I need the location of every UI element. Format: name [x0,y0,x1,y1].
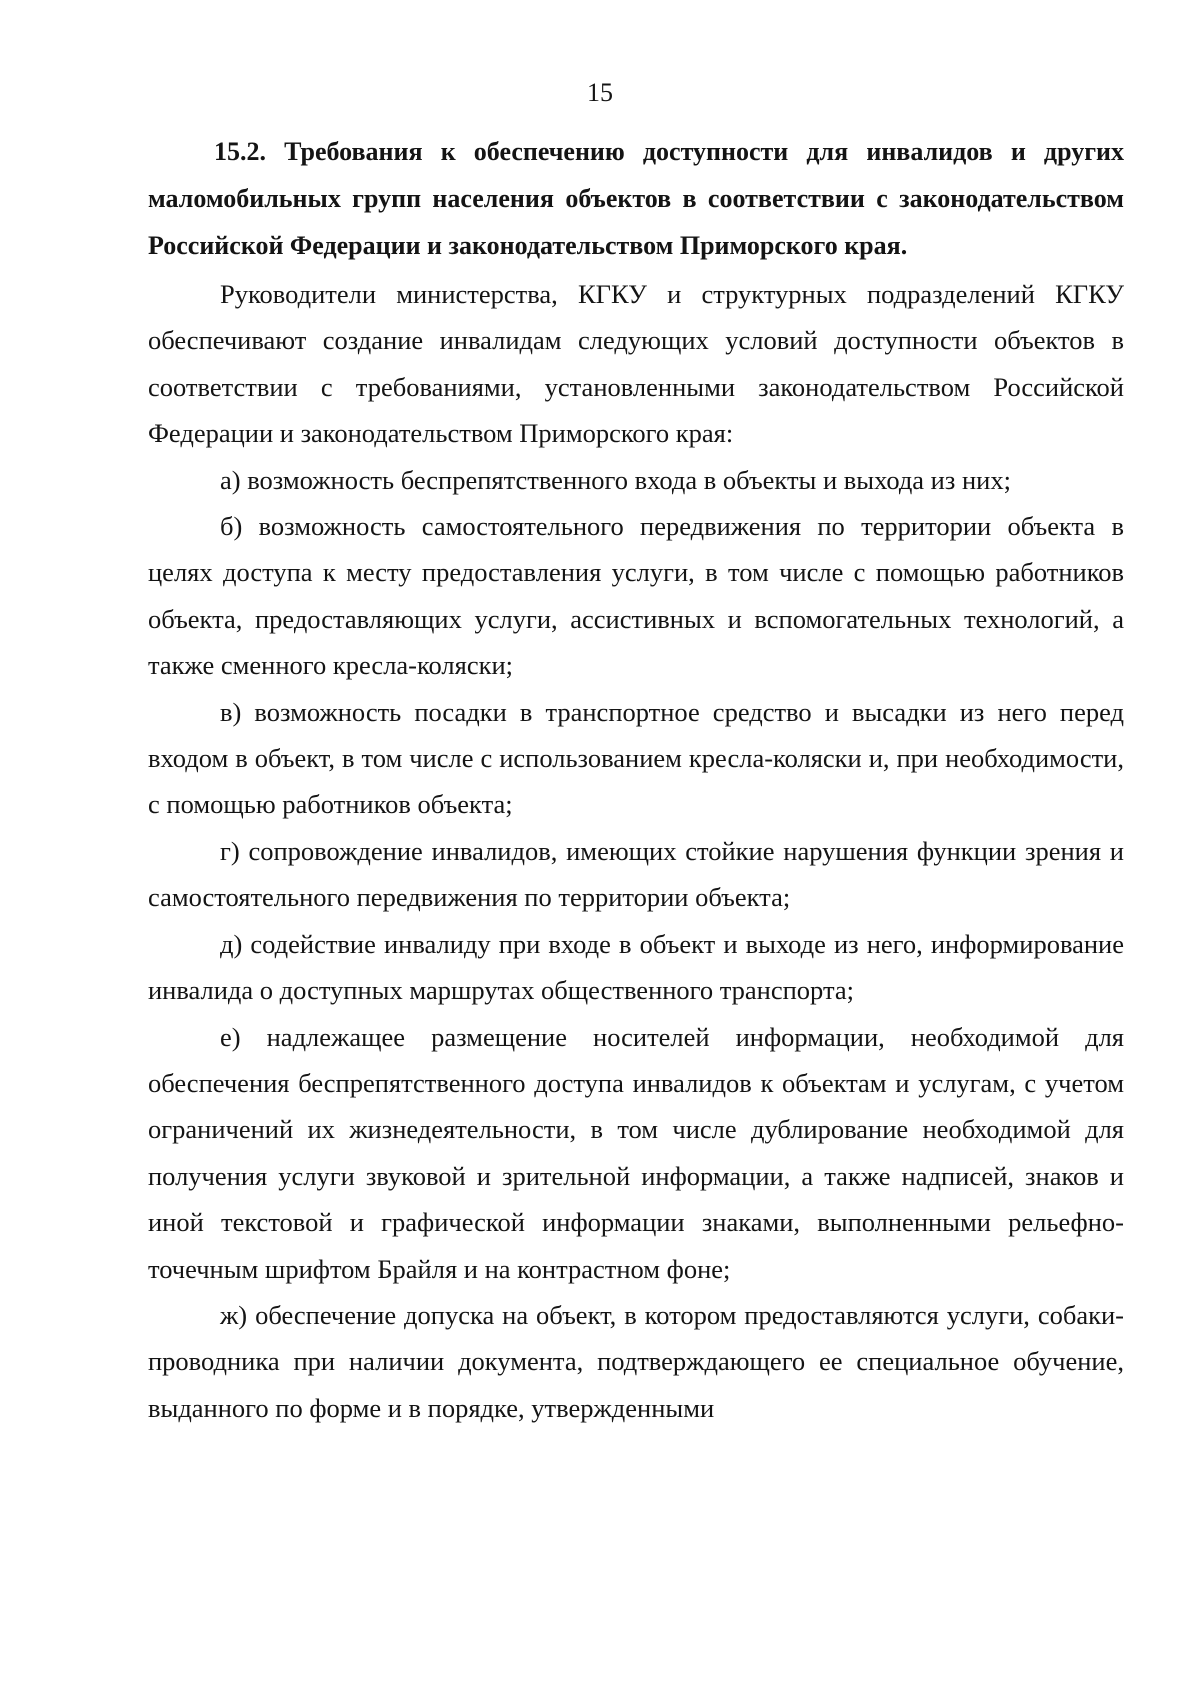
paragraph-item-a: а) возможность беспрепятственного входа в объекты и выхода из них; [220,464,1011,495]
paragraph-item-b: б) возможность самостоятельного передвижения по территории объекта в целях доступа к месту предоставления услуги, в том числе с помощью работников объекта, предоставляющих услуги, ассистивных и вспомогательных технологий, а также сменного кресла-коляски; [148,511,1124,681]
page-number: 15 [587,78,613,107]
paragraph-intro: Руководители министерства, КГКУ и структурных подразделений КГКУ обеспечивают создание инвалидам следующих условий доступности объектов в соответствии с требованиями, установленными законодательством Российской Федерации и законодательством Приморского края: [148,279,1124,449]
paragraph-item-v: в) возможность посадки в транспортное средство и высадки из него перед входом в объект, в том числе с использованием кресла-коляски и, при необходимости, с помощью работников объекта; [148,696,1124,820]
section-heading: 15.2. Требования к обеспечению доступности для инвалидов и других маломобильных групп населения объектов в соответствии с законодательством Российской Федерации и законодательством Приморского края. [148,137,1124,260]
paragraph-item-zh: ж) обеспечение допуска на объект, в котором предоставляются услуги, собаки-проводника при наличии документа, подтверждающего ее специальное обучение, выданного по форме и в порядке, утвержденными [148,1299,1124,1423]
paragraph-item-g: г) сопровождение инвалидов, имеющих стойкие нарушения функции зрения и самостоятельного передвижения по территории объекта; [148,835,1124,913]
document-body [148,128,1124,1431]
paragraph-item-d: д) содействие инвалиду при входе в объект и выходе из него, информирование инвалида о доступных маршрутах общественного транспорта; [148,928,1124,1006]
paragraph-item-e: е) надлежащее размещение носителей информации, необходимой для обеспечения беспрепятственного доступа инвалидов к объектам и услугам, с учетом ограничений их жизнедеятельности, в том числе дублирование необходимой для получения услуги звуковой и зрительной информации, а также надписей, знаков и иной текстовой и графической информации знаками, выполненными рельефно-точечным шрифтом Брайля и на контрастном фоне; [148,1021,1124,1284]
